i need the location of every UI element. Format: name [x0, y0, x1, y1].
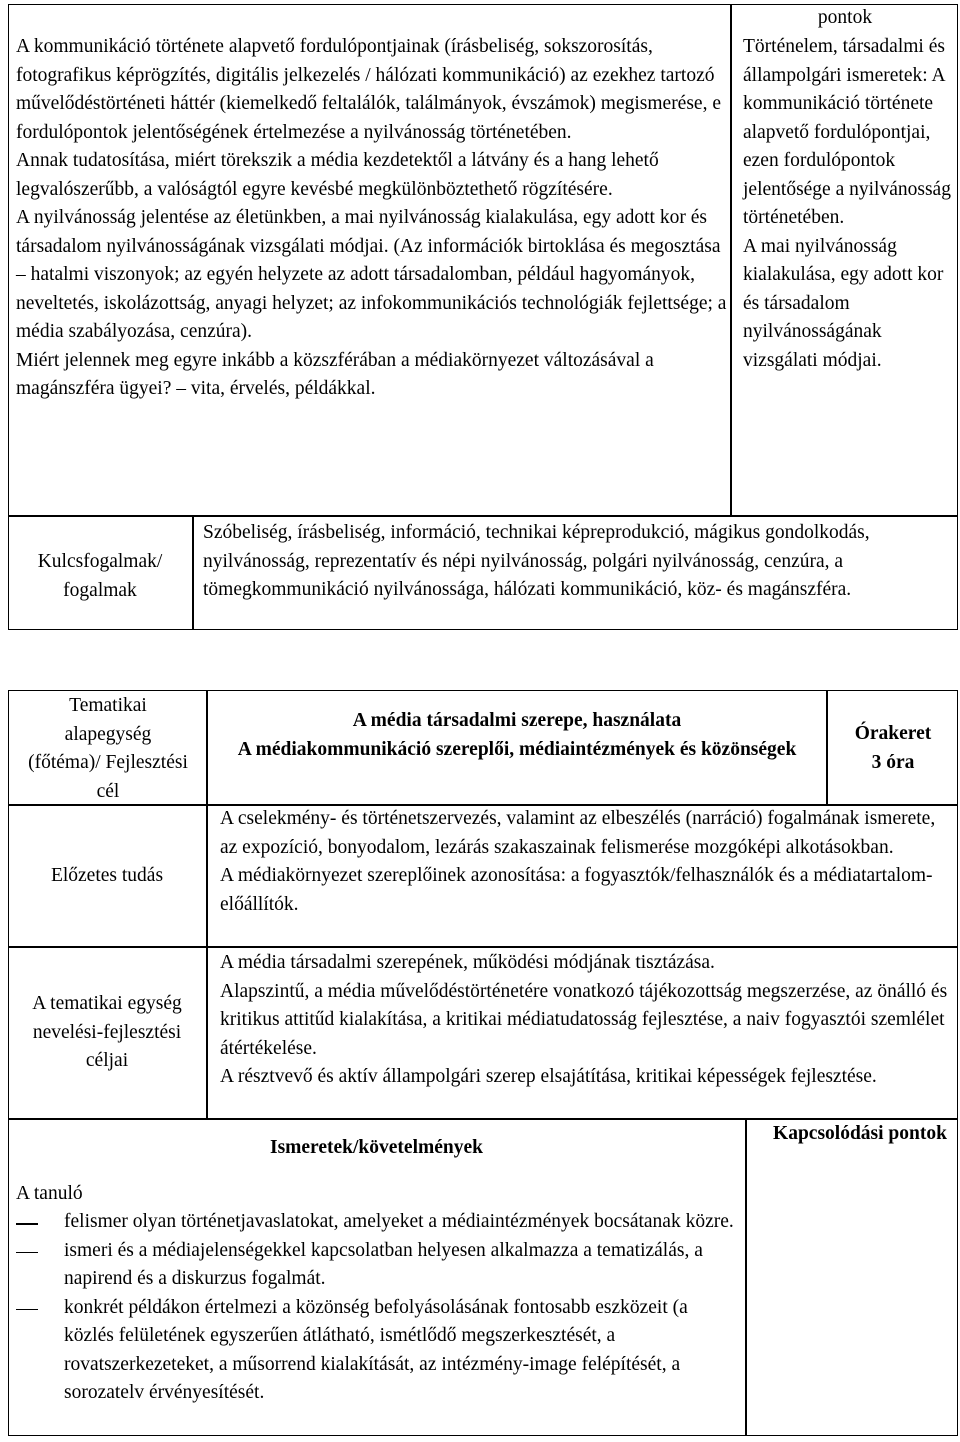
celok-paragraph: A média társadalmi szerepének, működési módjának tisztázása.: [220, 952, 715, 973]
celok-paragraph: A résztvevő és aktív állampolgári szerep elsajátítása, kritikai képességek fejlesztése.: [220, 1066, 877, 1087]
celok-label: A tematikai egység nevelési-fejlesztési céljai: [32, 993, 182, 1071]
table-1-kulcs-divider: [192, 515, 194, 630]
list-item: konkrét példákon értelmezi a közönség befolyásolásának fontosabb eszközeit (a közlés felületének egyszerűen átlátható, ismétlődő megszerkesztését, a rovatszerkezeteket, a műsorrend kialakítását, az intézmény-image felépítését, a sorozatelv érvényesítését.: [8, 1294, 736, 1408]
tematikai-label: Tematikai alapegység (főtéma)/ Fejlesztési cél: [28, 695, 188, 802]
left-paragraph: Miért jelennek meg egyre inkább a közszférában a médiakörnyezet változásával a magánszféra ügyei? – vita, érvelés, példákkal.: [16, 349, 654, 399]
kulcsfogalmak-label: Kulcsfogalmak/ fogalmak: [37, 551, 163, 601]
elozetes-paragraph: A cselekmény- és történetszervezés, valamint az elbeszélés (narráció) fogalmának ismerete, az expozíció, bonyodalom, lezárás szakaszainak felismerése mozgóképi alkotásokban.: [220, 808, 936, 858]
table-1-header-pontok: pontok: [817, 7, 873, 28]
tanulo-label: A tanuló: [16, 1183, 83, 1204]
orakeret-value: 3 óra: [871, 751, 915, 773]
elozetes-label: Előzetes tudás: [50, 865, 164, 886]
topic-title: [210, 707, 824, 764]
list-item: ismeri és a médiajelenségekkel kapcsolatban helyesen alkalmazza a tematizálás, a napirend és a diskurzus fogalmát.: [8, 1237, 736, 1294]
orakeret-label: Órakeret: [854, 723, 932, 744]
left-paragraph: A kommunikáció története alapvető fordulópontjainak (írásbeliség, sokszorosítás, fotografikus képrögzítés, digitális jelkezelés / hálózati kommunikáció) az ezekhez tartozó művelődéstörténeti háttér (kiemelkedő feltalálók, találmányok, évszámok) megismerése, e fordulópontok jelentőségének értelmezése a nyilvánosság történetében.: [16, 36, 721, 143]
table-1-row-divider: [8, 515, 958, 517]
left-paragraph: A nyilvánosság jelentése az életünkben, a mai nyilvánosság kialakulása, egy adott kor és társadalom nyilvánosságának vizsgálati módjai. (Az információk birtoklása és megosztása – hatalmi viszonyok; az egyén helyzete az adott társadalomban, például hagyományok, neveltetés, iskolázottság, anyagi helyzet; az infokommunikációs technológiák fejlettsége; a média szabályozása, cenzúra).: [16, 207, 727, 342]
left-paragraph: Annak tudatosítása, miért törekszik a média kezdetektől a látvány és a hang lehető legvalószerűbb, a valóságtól egyre kevésbé megkülönböztethető rögzítésére.: [16, 150, 659, 200]
list-item: felismer olyan történetjavaslatokat, amelyeket a médiaintézmények bocsátanak közre.: [8, 1208, 736, 1237]
table-2-row-divider: [8, 946, 958, 948]
table-1-right-content: [743, 33, 951, 375]
right-paragraph: A mai nyilvánosság kialakulása, egy adott kor és társadalom nyilvánosságának vizsgálati módjai.: [743, 235, 944, 371]
elozetes-content: [220, 805, 952, 919]
kulcsfogalmak-text: Szóbeliség, írásbeliség, információ, technikai képreprodukció, mágikus gondolkodás, nyilvánosság, reprezentatív és népi nyilvánosság, polgári nyilvánosság, cenzúra, a tömegkommunikáció nyilvánossága, hálózati kommunikáció, köz- és magánszféra.: [203, 522, 870, 600]
celok-paragraph: Alapszintű, a média művelődéstörténetére vonatkozó tájékozottság megszerzése, az önálló és kritikus attitűd kialakítása, a kritikai médiatudatosság fejlesztése, a naiv fogyasztói szemlélet átértékelése.: [220, 980, 948, 1059]
requirements-list: [8, 1208, 736, 1408]
elozetes-paragraph: A médiakörnyezet szereplőinek azonosítása: a fogyasztók/felhasználók és a médiatartalom-előállítók.: [220, 865, 933, 915]
orakeret-cell: [828, 720, 958, 777]
topic-title-line-2: A médiakommunikáció szereplői, médiaintézmények és közönségek: [237, 738, 797, 760]
table-2-label-divider: [206, 690, 208, 1119]
right-paragraph: Történelem, társadalmi és állampolgári ismeretek: A kommunikáció története alapvető fordulópontjai, ezen fordulópontok jelentősége a nyilvánosság történetében.: [743, 36, 951, 228]
table-1-column-divider: [730, 4, 732, 516]
ismeretek-label: Ismeretek/követelmények: [269, 1137, 483, 1158]
topic-title-line-1: A média társadalmi szerepe, használata: [352, 710, 682, 731]
celok-content: [220, 949, 952, 1092]
table-1-left-content: [16, 33, 728, 404]
table-2-ismeretek-divider: [745, 1118, 747, 1436]
kapcsolodasi-pontok-label: Kapcsolódási pontok: [773, 1123, 947, 1144]
